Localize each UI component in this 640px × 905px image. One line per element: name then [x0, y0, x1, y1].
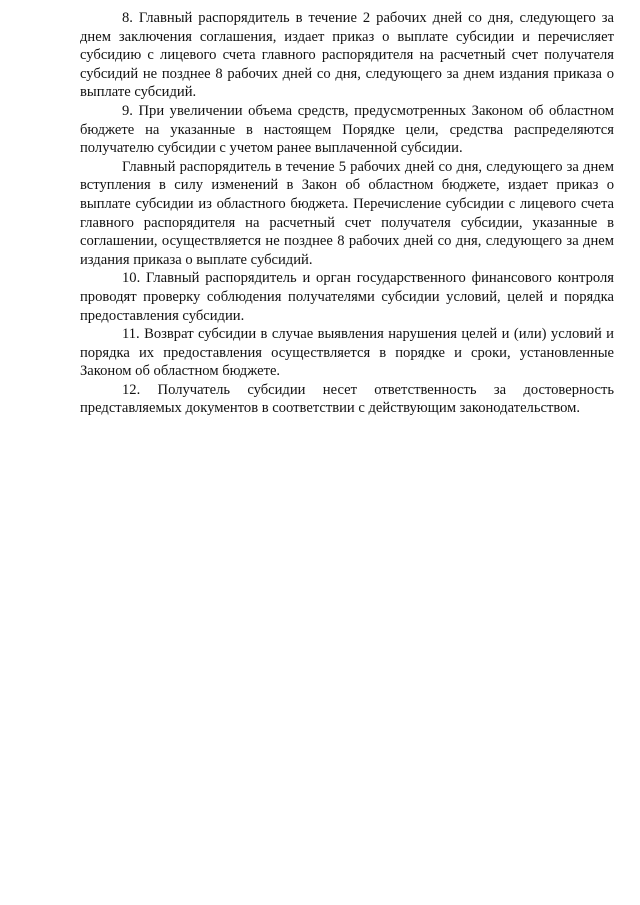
paragraph-8: 8. Главный распорядитель в течение 2 рабочих дней со дня, следующего за днем заключения соглашения, издает приказ о выплате субсидии и перечисляет субсидию с лицевого счета главного распорядителя на расчетный счет получателя субсидий не позднее 8 рабочих дней со дня, следующего за днем издания приказа о выплате субсидий.	[80, 10, 614, 101]
paragraph-11: 11. Возврат субсидии в случае выявления нарушения целей и (или) условий и порядка их предоставления осуществляется в порядке и сроки, установленные Законом об областном бюджете.	[80, 326, 614, 380]
paragraph-10: 10. Главный распорядитель и орган государственного финансового контроля проводят проверку соблюдения получателями субсидии условий, целей и порядка предоставления субсидии.	[80, 270, 614, 324]
document-body	[80, 9, 614, 418]
paragraph-9: 9. При увеличении объема средств, предусмотренных Законом об областном бюджете на указанные в настоящем Порядке цели, средства распределяются получателю субсидии с учетом ранее выплаченной субсидии.	[80, 102, 614, 157]
paragraph-12: 12. Получатель субсидии несет ответственность за достоверность представляемых документов в соответствии с действующим законодательством.	[80, 381, 614, 417]
paragraph-9-continuation: Главный распорядитель в течение 5 рабочих дней со дня, следующего за днем вступления в силу изменений в Закон об областном бюджете, издает приказ о выплате субсидии из областного бюджета. Перечисление субсидии с лицевого счета главного распорядителя на расчетный счет получателя субсидии, указанные в соглашении, осуществляется не позднее 8 рабочих дней со дня, следующего за днем издания приказа о выплате субсидий.	[80, 158, 614, 268]
